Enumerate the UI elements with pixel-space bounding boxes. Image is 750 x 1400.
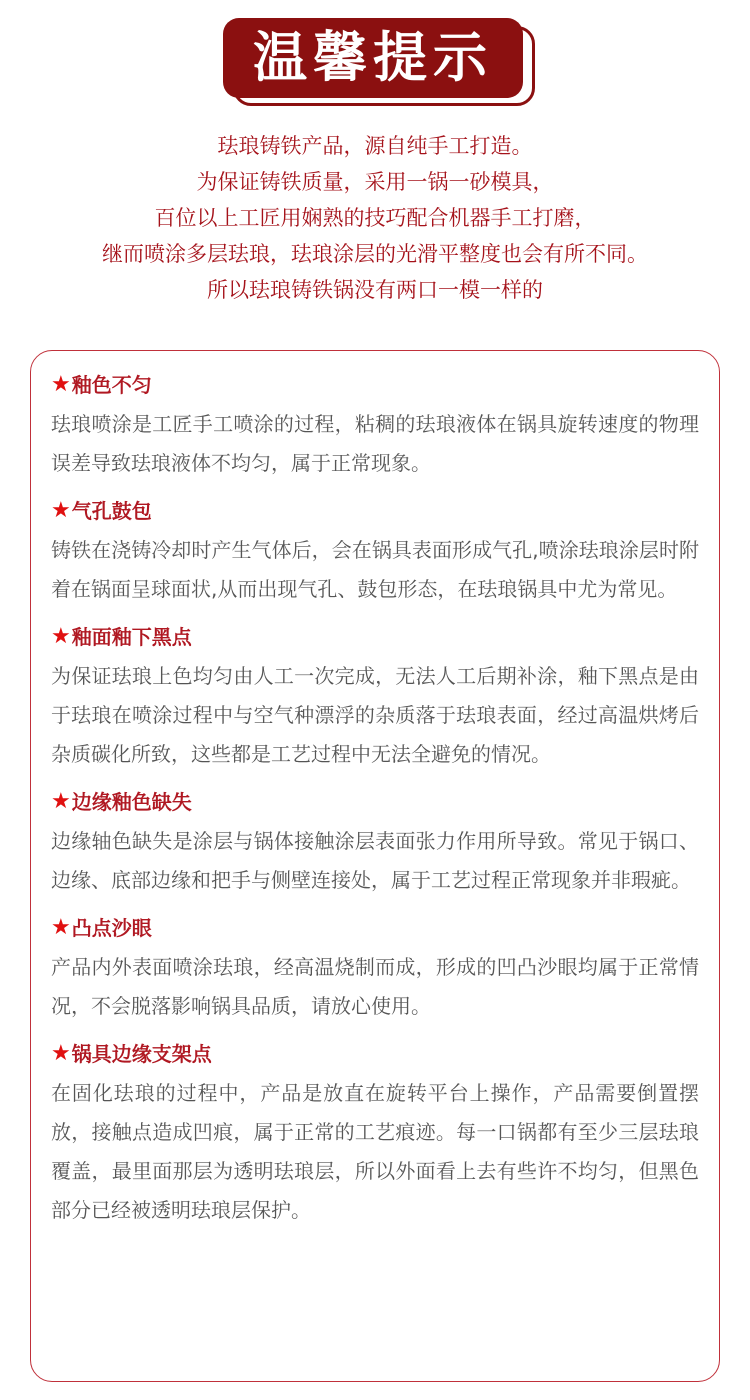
title-badge bbox=[223, 18, 541, 112]
section-body: 为保证珐琅上色均匀由人工一次完成，无法人工后期补涂，釉下黑点是由于珐琅在喷涂过程中与空气种漂浮的杂质落于珐琅表面，经过高温烘烤后杂质碳化所致，这些都是工艺过程中无法全避免的情况。 bbox=[51, 664, 699, 766]
intro-line: 继而喷涂多层珐琅，珐琅涂层的光滑平整度也会有所不同。 bbox=[102, 242, 648, 266]
section-title-text: 锅具边缘支架点 bbox=[71, 1042, 212, 1066]
section-body: 在固化珐琅的过程中，产品是放直在旋转平台上操作，产品需要倒置摆放，接触点造成凹痕，属于正常的工艺痕迹。每一口锅都有至少三层珐琅覆盖，最里面那层为透明珐琅层，所以外面看上去有些许不均匀，但黑色部分已经被透明珐琅层保护。 bbox=[51, 1081, 699, 1222]
intro-line: 为保证铸铁质量，采用一锅一砂模具， bbox=[196, 170, 554, 194]
note-section bbox=[51, 782, 699, 900]
note-section bbox=[51, 1034, 699, 1230]
section-body: 边缘轴色缺失是涂层与锅体接触涂层表面张力作用所导致。常见于锅口、边缘、底部边缘和把手与侧壁连接处，属于工艺过程正常现象并非瑕疵。 bbox=[51, 829, 699, 892]
intro-line: 所以珐琅铸铁锅没有两口一模一样的 bbox=[207, 278, 543, 302]
notes-box bbox=[30, 350, 720, 1382]
star-icon: ★ bbox=[51, 789, 71, 814]
title-badge-fill bbox=[223, 18, 523, 98]
star-icon: ★ bbox=[51, 915, 71, 940]
section-title bbox=[51, 1034, 699, 1074]
section-body: 珐琅喷涂是工匠手工喷涂的过程，粘稠的珐琅液体在锅具旋转速度的物理误差导致珐琅液体不均匀，属于正常现象。 bbox=[51, 412, 699, 475]
page-title: 温馨提示 bbox=[253, 26, 493, 89]
section-title-text: 边缘釉色缺失 bbox=[71, 790, 192, 814]
intro-line: 珐琅铸铁产品，源自纯手工打造。 bbox=[217, 134, 533, 158]
section-title bbox=[51, 491, 699, 531]
note-section bbox=[51, 908, 699, 1026]
star-icon: ★ bbox=[51, 498, 71, 523]
note-section bbox=[51, 491, 699, 609]
section-title bbox=[51, 782, 699, 822]
note-section bbox=[51, 365, 699, 483]
section-body: 铸铁在浇铸冷却时产生气体后，会在锅具表面形成气孔,喷涂珐琅涂层时附着在锅面呈球面状,从而出现气孔、鼓包形态，在珐琅锅具中尤为常见。 bbox=[51, 538, 699, 601]
star-icon: ★ bbox=[51, 372, 71, 397]
intro-text bbox=[0, 128, 750, 308]
section-title bbox=[51, 617, 699, 657]
section-title-text: 釉面釉下黑点 bbox=[71, 625, 192, 649]
section-body: 产品内外表面喷涂珐琅，经高温烧制而成，形成的凹凸沙眼均属于正常情况，不会脱落影响锅具品质，请放心使用。 bbox=[51, 955, 699, 1018]
section-title bbox=[51, 365, 699, 405]
section-title-text: 凸点沙眼 bbox=[71, 916, 152, 940]
star-icon: ★ bbox=[51, 1041, 71, 1066]
section-title-text: 釉色不匀 bbox=[71, 373, 152, 397]
star-icon: ★ bbox=[51, 624, 71, 649]
note-section bbox=[51, 617, 699, 774]
intro-line: 百位以上工匠用娴熟的技巧配合机器手工打磨， bbox=[154, 206, 596, 230]
section-title bbox=[51, 908, 699, 948]
section-title-text: 气孔鼓包 bbox=[71, 499, 152, 523]
